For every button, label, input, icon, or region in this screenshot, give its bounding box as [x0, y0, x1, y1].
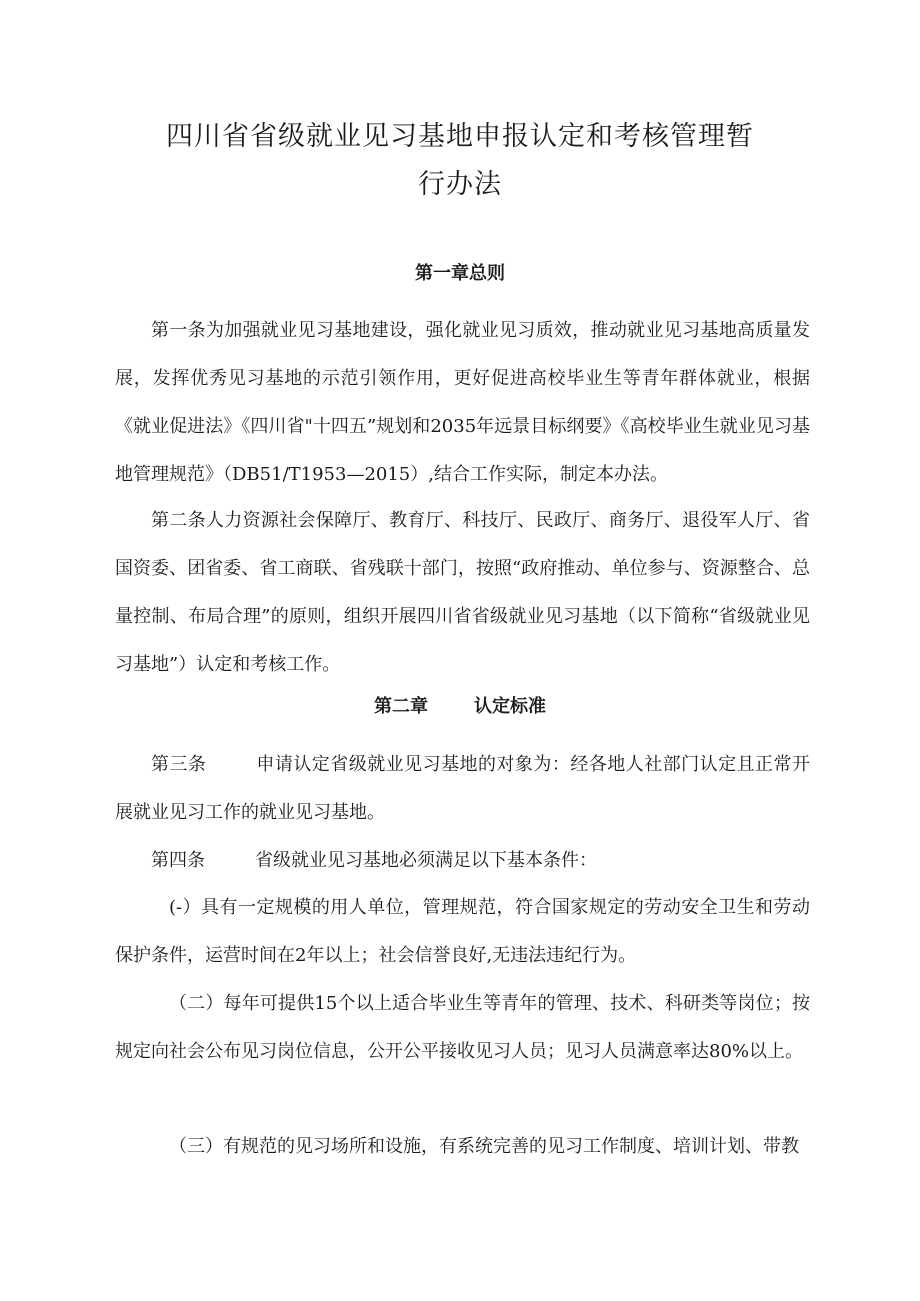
condition-item-3: （三）有规范的见习场所和设施，有系统完善的见习工作制度、培训计划、带教: [169, 1136, 799, 1157]
article-3-text: 申请认定省级就业见习基地的对象为：经各地人社部门认定且正常开展就业见习工作的就业见习基地。: [115, 754, 810, 823]
condition-item-1: (-）具有一定规模的用人单位，管理规范，符合国家规定的劳动安全卫生和劳动保护条件，运营时间在2年以上；社会信誉良好,无违法违纪行为。: [115, 897, 810, 966]
document-title-line-2: 行办法: [418, 169, 502, 200]
article-1-paragraph: 第一条为加强就业见习基地建设，强化就业见习质效，推动就业见习基地高质量发展，发挥优秀见习基地的示范引领作用，更好促进高校毕业生等青年群体就业，根据《就业促进法》《四川省"十四五”规划和2035年远景目标纲要》《高校毕业生就业见习基地管理规范》（DB51/T1953—2015）,结合工作实际，制定本办法。: [115, 320, 810, 485]
chapter-2-heading: [0, 692, 920, 718]
article-4-text: 省级就业见习基地必须满足以下基本条件：: [255, 850, 597, 871]
condition-item-2: （二）每年可提供15个以上适合毕业生等青年的管理、技术、科研类等岗位；按规定向社会公布见习岗位信息，公开公平接收见习人员；见习人员满意率达80%以上。: [115, 993, 810, 1062]
document-title-line-1: 四川省省级就业见习基地申报认定和考核管理暂: [166, 121, 754, 152]
article-3-label: 第三条: [151, 754, 207, 775]
chapter-2-title: 认定标准: [474, 696, 546, 717]
article-3-paragraph: [115, 741, 810, 837]
article-2-paragraph: 第二条人力资源社会保障厅、教育厅、科技厅、民政厅、商务厅、退役军人厅、省国资委、团省委、省工商联、省残联十部门，按照“政府推动、单位参与、资源整合、总量控制、布局合理”的原则，组织开展四川省省级就业见习基地（以下简称“省级就业见习基地”）认定和考核工作。: [115, 510, 810, 675]
article-4-paragraph: [115, 837, 810, 885]
article-4-label: 第四条: [151, 850, 205, 871]
chapter-1-heading: 第一章总则: [415, 263, 505, 284]
chapter-2-label: 第二章: [374, 696, 428, 717]
